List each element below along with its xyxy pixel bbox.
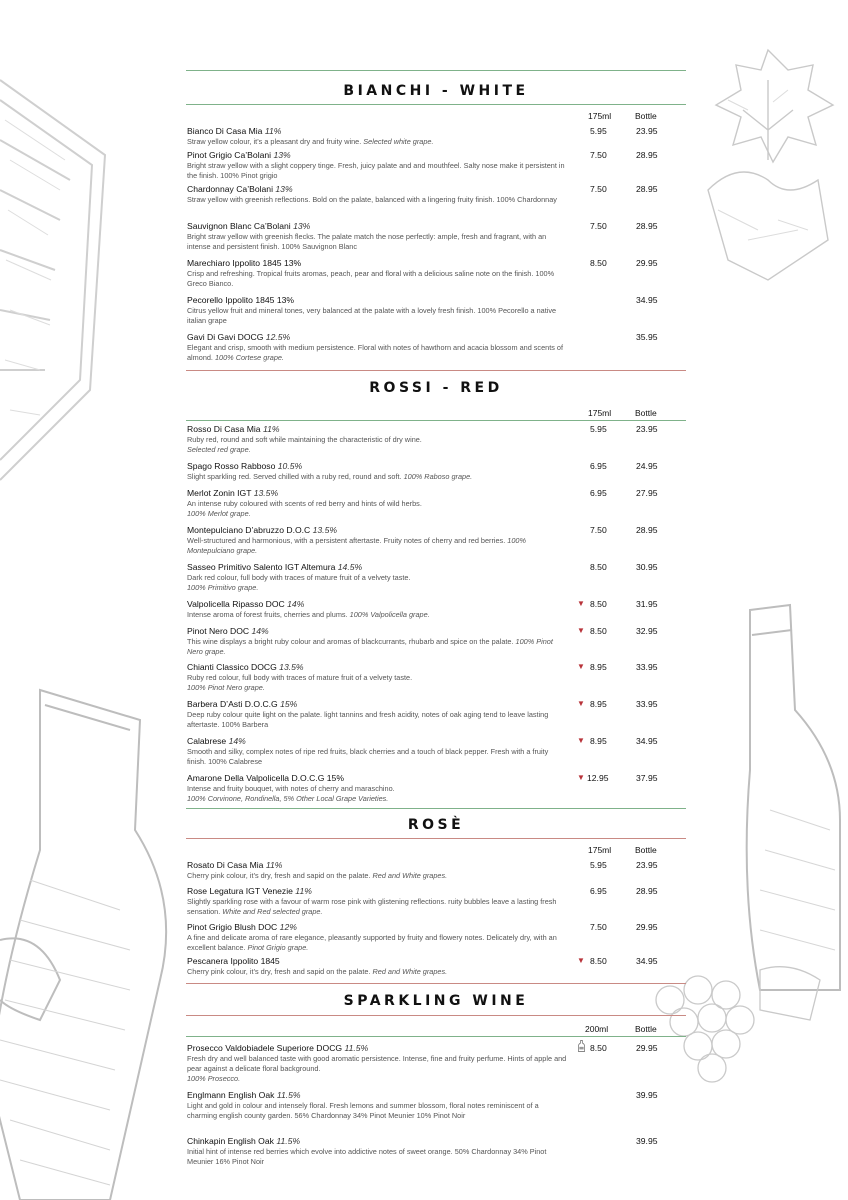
wine-name: Pinot Nero DOC <box>187 626 250 636</box>
wine-item <box>187 295 567 326</box>
wine-description: Dark red colour, full body with traces of mature fruit of a velvety taste. <box>187 573 411 582</box>
wine-glass-icon: ▼ <box>577 736 585 745</box>
wine-abv: 11.5% <box>276 1136 301 1146</box>
section-rule-under-title <box>186 838 686 839</box>
wine-description: Slightly sparkling rose with a favour of warm rose pink with glistening reflections. ruity bubbles leave a lasting fresh sensation. <box>187 897 557 916</box>
wine-item <box>187 488 567 519</box>
price-glass: 12.95 <box>587 773 609 783</box>
wine-description: Bright straw yellow with a slight coppery tinge. Fresh, juicy palate and and mouthfeel. Salty nose make it persistent in the finish. 100% Pinot grigio <box>187 161 565 180</box>
wine-name: Pinot Grigio Blush DOC <box>187 922 278 932</box>
wine-name: Rose Legatura IGT Venezie <box>187 886 293 896</box>
wine-grape: 100% Pinot Nero grape. <box>187 683 265 692</box>
price-bottle: 39.95 <box>636 1136 658 1146</box>
wine-name: Montepulciano D’abruzzo D.O.C <box>187 525 311 535</box>
wine-name: Pinot Grigio Ca’Bolani <box>187 150 272 160</box>
column-header-bottle: Bottle <box>635 845 657 855</box>
price-glass: 6.95 <box>590 488 607 498</box>
wine-abv: 11% <box>264 126 282 136</box>
wine-item <box>187 461 567 482</box>
wine-item <box>187 956 567 977</box>
wine-description: Smooth and silky, complex notes of ripe red fruits, black cherries and a touch of black pepper. Fresh with a fruity finish. 100% Calabrese <box>187 747 549 766</box>
price-glass: 7.50 <box>590 184 607 194</box>
wine-name: Rosato Di Casa Mia <box>187 860 264 870</box>
wine-name: Chianti Classico DOCG <box>187 662 277 672</box>
price-bottle: 35.95 <box>636 332 658 342</box>
section-title-red: ROSSI - RED <box>369 380 503 396</box>
price-glass: 6.95 <box>590 886 607 896</box>
wine-description: Ruby red colour, full body with traces of mature fruit of a velvety taste. <box>187 673 413 682</box>
wine-name: Prosecco Valdobiadele Superiore DOCG <box>187 1043 343 1053</box>
wine-grape: Red and White grapes. <box>372 967 448 976</box>
sketch-grape-leaves-illustration <box>688 40 848 300</box>
bottle-icon <box>577 1040 586 1052</box>
wine-name: Sasseo Primitivo Salento IGT Altemura <box>187 562 336 572</box>
price-bottle: 37.95 <box>636 773 658 783</box>
price-bottle: 34.95 <box>636 736 658 746</box>
price-bottle: 34.95 <box>636 956 658 966</box>
section-title-sparkling: SPARKLING WINE <box>343 993 529 1009</box>
column-header-bottle: Bottle <box>635 1024 657 1034</box>
wine-grape: White and Red selected grape. <box>222 907 323 916</box>
wine-description: Crisp and refreshing. Tropical fruits aromas, peach, pear and floral with a delicious saline note on the finish. 100% Greco Bianco. <box>187 269 555 288</box>
section-rule-top <box>186 808 686 809</box>
wine-grape: Pinot Grigio grape. <box>247 943 309 952</box>
wine-item <box>187 221 567 252</box>
price-bottle: 28.95 <box>636 150 658 160</box>
wine-grape: 100% Cortese grape. <box>215 353 284 362</box>
wine-abv: 14% <box>287 599 305 609</box>
wine-name: Rosso Di Casa Mia <box>187 424 261 434</box>
section-rule-under-title <box>186 1015 686 1016</box>
wine-item <box>187 886 567 917</box>
wine-abv: 11% <box>265 860 283 870</box>
price-glass: 8.50 <box>590 599 607 609</box>
wine-name: Amarone Della Valpolicella D.O.C.G 15% <box>187 773 344 783</box>
wine-item <box>187 922 567 953</box>
price-bottle: 27.95 <box>636 488 658 498</box>
price-bottle: 23.95 <box>636 424 658 434</box>
wine-abv: 11% <box>295 886 312 896</box>
wine-item <box>187 258 567 289</box>
wine-name: Chinkapin English Oak <box>187 1136 274 1146</box>
price-glass: 6.95 <box>590 461 607 471</box>
section-rule-top <box>186 70 686 71</box>
wine-name: Marechiaro Ippolito 1845 13% <box>187 258 302 268</box>
sketch-wine-bottle-left-illustration <box>0 680 190 1200</box>
wine-description: Ruby red, round and soft while maintaining the characteristic of dry wine. <box>187 435 422 444</box>
wine-name: Pescanera Ippolito 1845 <box>187 956 280 966</box>
price-bottle: 29.95 <box>636 258 658 268</box>
wine-description: Cherry pink colour, it’s dry, fresh and sapid on the palate. <box>187 967 371 976</box>
column-header-glass: 175ml <box>588 111 612 121</box>
price-glass: 7.50 <box>590 525 607 535</box>
price-bottle: 32.95 <box>636 626 658 636</box>
wine-description: This wine displays a bright ruby colour and aromas of blackcurrants, rhubarb and spice on the palate. <box>187 637 514 646</box>
section-rule-under-title <box>186 420 686 421</box>
wine-abv: 14% <box>251 626 269 636</box>
wine-description: Light and gold in colour and intensely floral. Fresh lemons and summer blossom, floral notes reminiscent of a charming english county garden. 56% Chardonnay 34% Pinot Meunier 10% Pinot Noir <box>187 1101 539 1120</box>
column-header-bottle: Bottle <box>635 408 657 418</box>
wine-abv: 13.5% <box>279 662 304 672</box>
wine-abv: 11.5% <box>276 1090 301 1100</box>
wine-abv: 13% <box>293 221 311 231</box>
wine-glass-icon: ▼ <box>577 599 585 608</box>
wine-name: Gavi Di Gavi DOCG <box>187 332 264 342</box>
wine-glass-icon: ▼ <box>577 662 585 671</box>
price-bottle: 34.95 <box>636 295 658 305</box>
price-bottle: 33.95 <box>636 699 658 709</box>
wine-description: Intense and fruity bouquet, with notes of cherry and maraschino. <box>187 784 395 793</box>
section-rule-top <box>186 983 686 984</box>
wine-glass-icon: ▼ <box>577 773 585 782</box>
wine-abv: 13.5% <box>312 525 337 535</box>
wine-description: Elegant and crisp, smooth with medium persistence. Floral with notes of hawthorn and acacia blossom and scents of almond. <box>187 343 563 362</box>
price-glass: 5.95 <box>590 126 607 136</box>
wine-name: Englmann English Oak <box>187 1090 275 1100</box>
section-title-rose: ROSÈ <box>407 817 465 833</box>
price-bottle: 28.95 <box>636 184 658 194</box>
wine-abv: 13% <box>275 184 293 194</box>
price-glass: 7.50 <box>590 150 607 160</box>
price-bottle: 39.95 <box>636 1090 658 1100</box>
wine-description: An intense ruby coloured with scents of red berry and hints of wild herbs. <box>187 499 422 508</box>
wine-name: Valpolicella Ripasso DOC <box>187 599 285 609</box>
wine-name: Bianco Di Casa Mia <box>187 126 263 136</box>
sketch-frame-illustration <box>0 60 120 500</box>
wine-description: Fresh dry and well balanced taste with good aromatic persistence. Intense, fine and fruity perfume. Hints of apple and pear against a delicate floral background. <box>187 1054 567 1073</box>
wine-name: Sauvignon Blanc Ca’Bolani <box>187 221 291 231</box>
wine-item <box>187 773 567 804</box>
price-bottle: 28.95 <box>636 886 658 896</box>
wine-description: Well-structured and harmonious, with a persistent aftertaste. Fruity notes of cherry and red berries. <box>187 536 506 545</box>
wine-name: Chardonnay Ca’Bolani <box>187 184 273 194</box>
column-header-glass: 200ml <box>585 1024 609 1034</box>
price-glass: 8.95 <box>590 736 607 746</box>
column-header-glass: 175ml <box>588 408 612 418</box>
price-glass: 7.50 <box>590 922 607 932</box>
column-header-glass: 175ml <box>588 845 612 855</box>
price-glass: 5.95 <box>590 424 607 434</box>
price-glass: 8.50 <box>590 562 607 572</box>
wine-item <box>187 736 567 767</box>
wine-item <box>187 1043 567 1084</box>
wine-item <box>187 525 567 556</box>
wine-name: Calabrese <box>187 736 227 746</box>
price-bottle: 23.95 <box>636 860 658 870</box>
price-bottle: 29.95 <box>636 922 658 932</box>
price-glass: 8.50 <box>590 1043 607 1053</box>
wine-item <box>187 1136 567 1167</box>
wine-grape: 100% Prosecco. <box>187 1074 241 1083</box>
price-glass: 8.95 <box>590 662 607 672</box>
price-bottle: 31.95 <box>636 599 658 609</box>
wine-name: Merlot Zonin IGT <box>187 488 252 498</box>
wine-description: Bright straw yellow with greenish flecks. The palate match the nose perfectly: ample, fresh and fragrant, with an intense and persistent finish. 100% Sauvignon Blanc <box>187 232 547 251</box>
price-glass: 8.50 <box>590 956 607 966</box>
wine-grape: 100% Merlot grape. <box>187 509 251 518</box>
wine-description: Citrus yellow fruit and mineral tones, very balanced at the palate with a lovely fresh finish. 100% Pecorello a native italian grape <box>187 306 557 325</box>
wine-item <box>187 662 567 693</box>
wine-item <box>187 150 567 181</box>
wine-item <box>187 562 567 593</box>
price-glass: 7.50 <box>590 221 607 231</box>
wine-item <box>187 599 567 620</box>
wine-grape: Selected red grape. <box>187 445 251 454</box>
price-bottle: 28.95 <box>636 525 658 535</box>
wine-abv: 11% <box>262 424 280 434</box>
wine-name: Pecorello Ippolito 1845 13% <box>187 295 295 305</box>
price-bottle: 28.95 <box>636 221 658 231</box>
wine-item <box>187 860 567 881</box>
wine-grape: Selected white grape. <box>363 137 434 146</box>
wine-item <box>187 126 567 147</box>
wine-grape: Red and White grapes. <box>372 871 448 880</box>
wine-grape: 100% Primitivo grape. <box>187 583 259 592</box>
section-rule-under-title <box>186 104 686 105</box>
wine-description: A fine and delicate aroma of rare elegance, pleasantly supported by fruity and flowery notes. Delicately dry, with an excellent balance. <box>187 933 557 952</box>
section-rule-under-headers <box>186 1036 686 1037</box>
section-rule-top <box>186 370 686 371</box>
wine-abv: 12% <box>279 922 297 932</box>
section-title-white: BIANCHI - WHITE <box>343 83 529 99</box>
price-bottle: 30.95 <box>636 562 658 572</box>
wine-grape: 100% Raboso grape. <box>403 472 473 481</box>
price-bottle: 33.95 <box>636 662 658 672</box>
wine-glass-icon: ▼ <box>577 956 585 965</box>
wine-abv: 10.5% <box>277 461 303 471</box>
wine-name: Barbera D’Asti D.O.C.G <box>187 699 278 709</box>
wine-description: Straw yellow with greenish reflections. Bold on the palate, balanced with a lingering fruity finish. 100% Chardonnay <box>187 195 557 204</box>
wine-item <box>187 1090 567 1121</box>
wine-glass-icon: ▼ <box>577 626 585 635</box>
wine-description: Cherry pink colour, it’s dry, fresh and sapid on the palate. <box>187 871 371 880</box>
wine-description: Intense aroma of forest fruits, cherries and plums. <box>187 610 348 619</box>
price-bottle: 24.95 <box>636 461 658 471</box>
wine-glass-icon: ▼ <box>577 699 585 708</box>
wine-item <box>187 626 567 657</box>
wine-grape: 100% Valpolicella grape. <box>349 610 430 619</box>
wine-description: Slight sparkling red. Served chilled with a ruby red, round and soft. <box>187 472 402 481</box>
wine-grape: 100% Corvinone, Rondinella, 5% Other Local Grape Varieties. <box>187 794 389 803</box>
wine-abv: 14% <box>228 736 246 746</box>
wine-description: Straw yellow colour, it’s a pleasant dry and fruity wine. <box>187 137 362 146</box>
wine-description: Initial hint of intense red berries which evolve into addictive notes of sweet orange. 50% Chardonnay 34% Pinot Meunier 16% Pinot Noir <box>187 1147 547 1166</box>
wine-description: Deep ruby colour quite light on the palate. light tannins and fresh acidity, notes of oak aging tend to leave lasting aftertaste. 100% Barbera <box>187 710 549 729</box>
wine-grape: 100% Pinot Nero grape. <box>187 637 553 656</box>
wine-abv: 15% <box>280 699 298 709</box>
wine-abv: 13% <box>273 150 291 160</box>
wine-abv: 11.5% <box>344 1043 369 1053</box>
wine-item <box>187 699 567 730</box>
price-glass: 5.95 <box>590 860 607 870</box>
wine-abv: 12.5% <box>265 332 291 342</box>
price-bottle: 23.95 <box>636 126 658 136</box>
price-glass: 8.50 <box>590 258 607 268</box>
price-glass: 8.50 <box>590 626 607 636</box>
wine-item <box>187 332 567 363</box>
column-header-bottle: Bottle <box>635 111 657 121</box>
wine-item <box>187 424 567 455</box>
wine-grape: 100% Montepulciano grape. <box>187 536 526 555</box>
wine-name: Spago Rosso Rabboso <box>187 461 276 471</box>
price-glass: 8.95 <box>590 699 607 709</box>
wine-abv: 13.5% <box>253 488 279 498</box>
price-bottle: 29.95 <box>636 1043 658 1053</box>
wine-abv: 14.5% <box>337 562 363 572</box>
wine-item <box>187 184 567 205</box>
